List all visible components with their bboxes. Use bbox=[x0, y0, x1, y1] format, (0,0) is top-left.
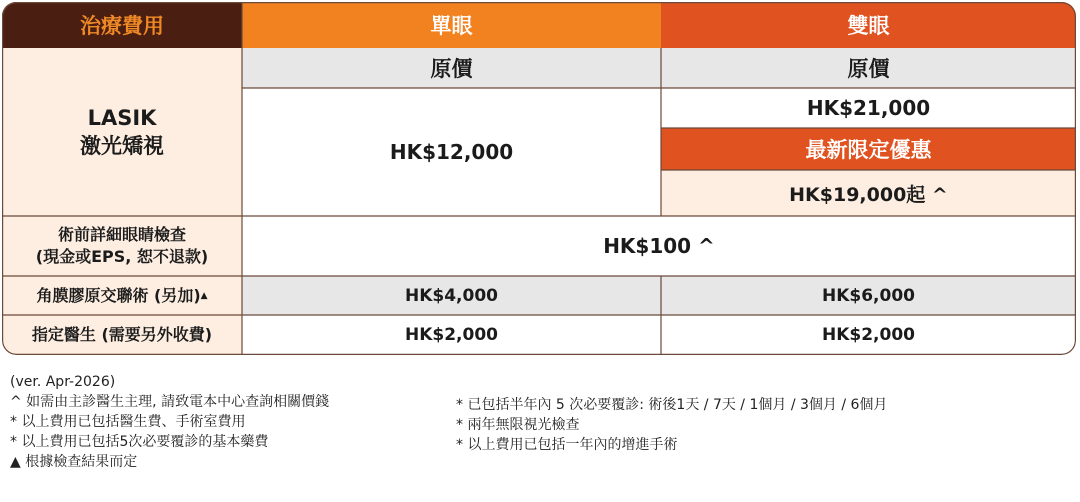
lasik-label-line2: 激光矯視 bbox=[80, 134, 164, 158]
lasik-single-price: HK$12,000 bbox=[242, 88, 661, 216]
cornea-single-price: HK$4,000 bbox=[242, 276, 661, 315]
promo-price: HK$19,000起 ^ bbox=[661, 170, 1076, 216]
promo-title: 最新限定優惠 bbox=[661, 128, 1076, 170]
exam-label bbox=[2, 216, 242, 276]
price-table bbox=[2, 2, 1076, 355]
header-both-eyes: 雙眼 bbox=[661, 2, 1076, 48]
note-left-1: ^ 如需由主診醫生主理, 請致電本中心查詢相關價錢 bbox=[10, 394, 330, 410]
note-left-4: ▲ 根據檢查結果而定 bbox=[10, 454, 138, 470]
cornea-double-price: HK$6,000 bbox=[661, 276, 1076, 315]
lasik-double-price: HK$21,000 bbox=[661, 88, 1076, 128]
exam-price: HK$100 ^ bbox=[242, 216, 1076, 276]
cornea-label bbox=[2, 276, 242, 315]
exam-label-line1: 術前詳細眼睛檢查 bbox=[57, 225, 186, 244]
header-treatment-cost: 治療費用 bbox=[2, 2, 242, 48]
note-right-2: * 兩年無限視光檢查 bbox=[456, 417, 580, 433]
header-single-eye: 單眼 bbox=[242, 2, 661, 48]
double-original-price-header: 原價 bbox=[661, 48, 1076, 88]
cornea-marker: ▲ bbox=[200, 290, 208, 301]
note-left-2: * 以上費用已包括醫生費、手術室費用 bbox=[10, 414, 246, 430]
doctor-label: 指定醫生 (需要另外收費) bbox=[2, 315, 242, 355]
exam-label-line2: (現金或EPS, 恕不退款) bbox=[35, 247, 209, 266]
note-left-3: * 以上費用已包括5次必要覆診的基本藥費 bbox=[10, 434, 269, 450]
lasik-label bbox=[2, 48, 242, 216]
notes-left bbox=[10, 372, 329, 472]
doctor-double-price: HK$2,000 bbox=[661, 315, 1076, 355]
cornea-label-text: 角膜膠原交聯術 (另加) bbox=[36, 285, 201, 305]
doctor-single-price: HK$2,000 bbox=[242, 315, 661, 355]
note-right-3: * 以上費用已包括一年內的增進手術 bbox=[456, 437, 678, 453]
note-right-1: * 已包括半年內 5 次必要覆診: 術後1天 / 7天 / 1個月 / 3個月 / 6個月 bbox=[456, 397, 888, 413]
version-note: (ver. Apr-2026) bbox=[10, 374, 116, 390]
lasik-label-line1: LASIK bbox=[87, 106, 157, 130]
notes-right bbox=[456, 395, 887, 455]
single-original-price-header: 原價 bbox=[242, 48, 661, 88]
